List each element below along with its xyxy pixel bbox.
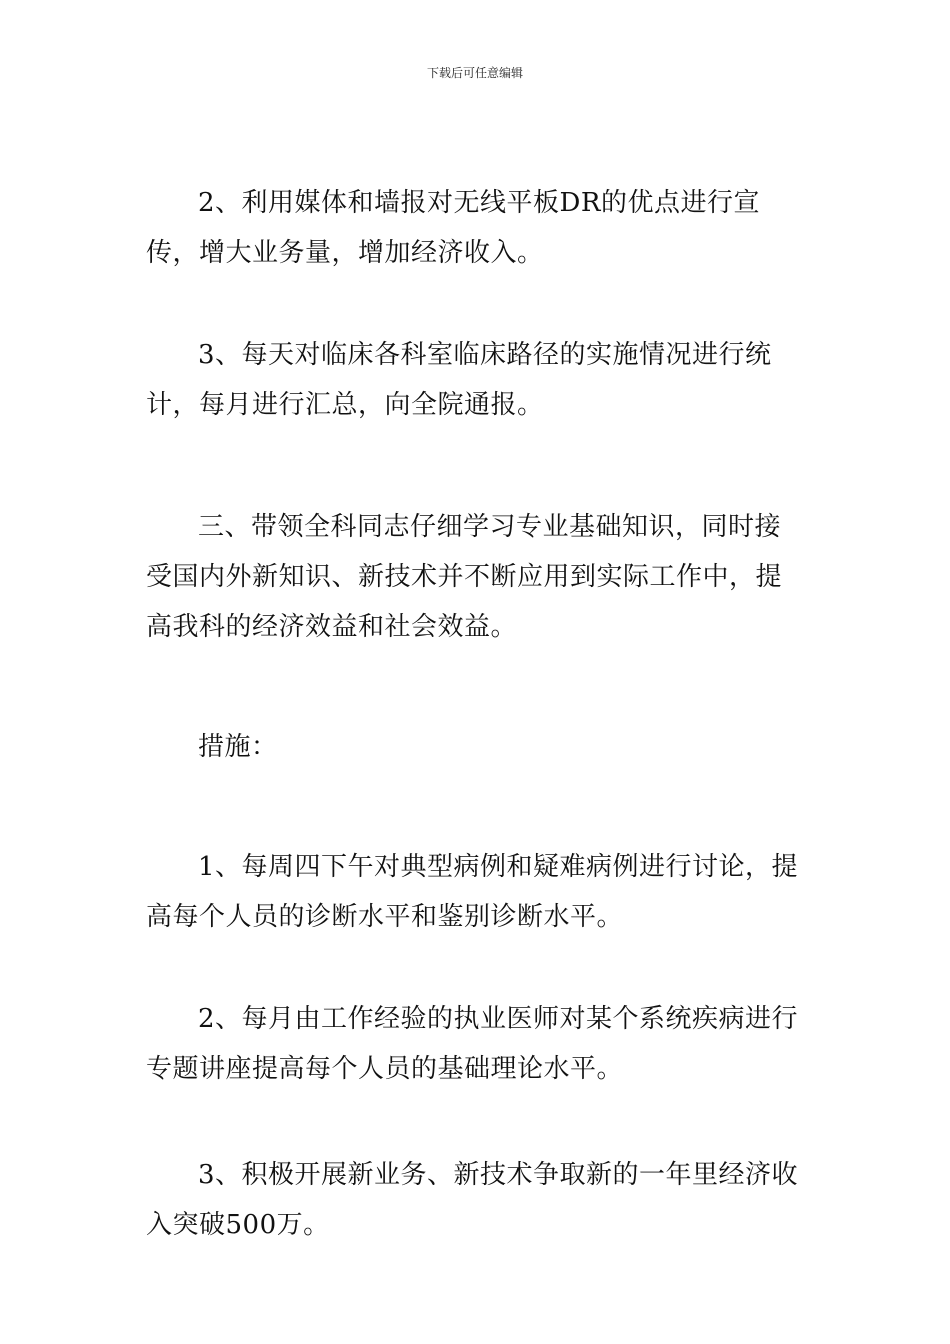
paragraph-case-discussion: 1、每周四下午对典型病例和疑难病例进行讨论，提高每个人员的诊断水平和鉴别诊断水平。 bbox=[146, 852, 799, 932]
measures-heading: 措施： bbox=[198, 732, 278, 762]
paragraph-clinical-path-statistics: 3、每天对临床各科室临床路径的实施情况进行统计，每月进行汇总，向全院通报。 bbox=[146, 340, 772, 420]
document-body bbox=[146, 178, 806, 1250]
paragraph-promotion: 2、利用媒体和墙报对无线平板DR的优点进行宣传，增大业务量，增加经济收入。 bbox=[146, 188, 760, 268]
paragraph-section-three: 三、带领全科同志仔细学习专业基础知识，同时接受国内外新知识、新技术并不断应用到实际工作中，提高我科的经济效益和社会效益。 bbox=[146, 512, 783, 642]
paragraph-lecture: 2、每月由工作经验的执业医师对某个系统疾病进行专题讲座提高每个人员的基础理论水平。 bbox=[146, 1004, 799, 1084]
page-header: 下载后可任意编辑 bbox=[426, 66, 523, 80]
paragraph-new-business: 3、积极开展新业务、新技术争取新的一年里经济收入突破500万。 bbox=[146, 1160, 799, 1240]
